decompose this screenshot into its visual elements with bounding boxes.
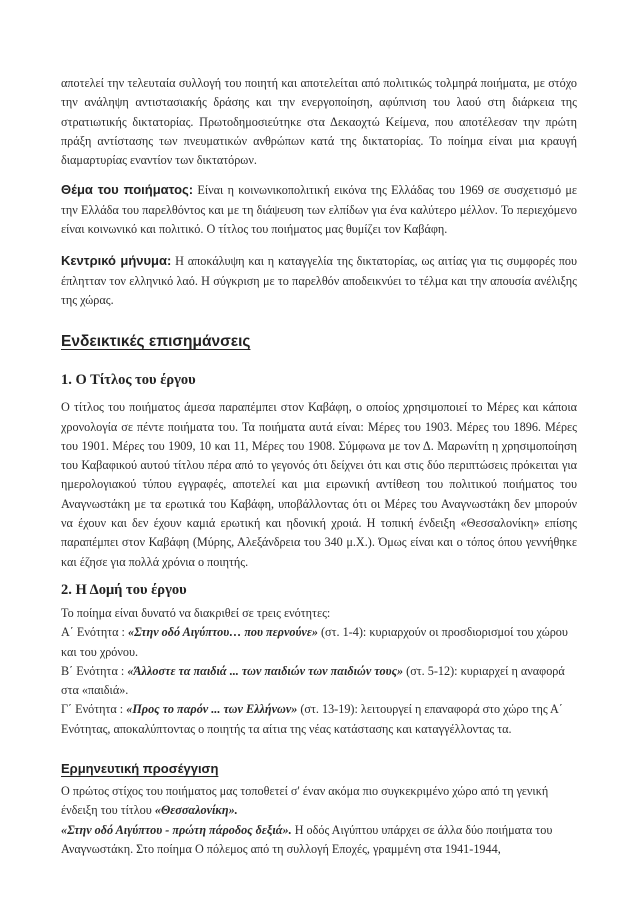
unit-c-prefix: Γ΄ Ενότητα : bbox=[61, 702, 127, 717]
structure-section-heading: 2. Η Δομή του έργου bbox=[61, 581, 187, 598]
document-content bbox=[61, 74, 577, 859]
theme-label: Θέμα του ποιήματος: bbox=[61, 182, 194, 198]
title-section-text: Ο τίτλος του ποιήματος άμεσα παραπέμπει στον Καβάφη, ο οποίος χρησιμοποιεί το Μέρες και κάποια χρονολογία σε πέντε ποιήματα του. Τα ποιήματα αυτά είναι: Μέρες του 1903. Μέρες του 1896. Μέρες του 1901. Μέρες του 1909, 10 και 11, Μέρες του 1908. Σύμφωνα με τον Δ. Μαρωνίτη η χρησιμοποίηση του Καβαφικού αυτού τίτλου πέρα από το γεγονός ότι δείχνει ότι και στις δύο περιπτώσεις πρόκειται για ημερολογιακού τύπου εγγραφές, αποτελεί και μια ειρωνική αντίθεση του πολιτικού ποιήματος του Αναγνωστάκη με τα ερωτικά του Καβάφη, υποβάλλοντας ότι οι Μέρες του Αναγνωστάκη δεν μπορούν να έχουν και δεν έχουν καμιά ερωτική και ηδονική χροιά. Η τοπική ένδειξη «Θεσσαλονίκη» επίσης παραπέμπει στον Καβάφη (Μύρης, Αλεξάνδρεια του 340 μ.Χ.). Όμως είναι και ο τόπος όπου γεννήθηκε και έζησε για πολλά χρόνια ο ποιητής. bbox=[61, 400, 577, 569]
unit-b-rest: (στ. 5-12): κυριαρχεί η αναφορά στα «παιδιά». bbox=[61, 663, 565, 698]
unit-c-quote: «Προς το παρόν ... των Ελλήνων» bbox=[126, 702, 298, 717]
unit-a-quote: «Στην οδό Αιγύπτου… που περνούνε» bbox=[128, 625, 318, 640]
structure-unit-a bbox=[61, 623, 577, 662]
unit-a-rest: (στ. 1-4): κυριαρχούν οι προσδιορισμοί του χώρου και του χρόνου. bbox=[61, 625, 568, 659]
title-section-heading: 1. Ο Τίτλος του έργου bbox=[61, 372, 196, 389]
interpretive-paragraph-2 bbox=[61, 821, 577, 860]
central-message-label: Κεντρικό μήνυμα: bbox=[61, 253, 172, 269]
structure-unit-c bbox=[61, 700, 577, 739]
unit-b-prefix: Β΄ Ενότητα : bbox=[61, 663, 128, 678]
interpretive-heading: Ερμηνευτική προσέγγιση bbox=[61, 761, 219, 777]
unit-b-quote: «Άλλοστε τα παιδιά ... των παιδιών των παιδιών τους» bbox=[127, 663, 404, 678]
interpretive-p2-text: Η οδός Αιγύπτου υπάρχει σε άλλα δύο ποιήματα του Αναγνωστάκη. Στο ποίημα Ο πόλεμος από τη συλλογή Εποχές, γραμμένη στα 1941-1944, bbox=[61, 822, 553, 856]
unit-c-rest: (στ. 13-19): λειτουργεί η επαναφορά στο χώρο της Α΄ Ενότητας, αποκαλύπτοντας ο ποιητής τα αίτια της νέας κατάστασης και καταγγέλλοντας τα. bbox=[61, 702, 563, 736]
interpretive-p1-text: Ο πρώτος στίχος του ποιήματος μας τοποθετεί σ' έναν ακόμα πιο συγκεκριμένο χώρο από τη γενική ένδειξη του τίτλου bbox=[61, 784, 549, 818]
indicative-notes-heading: Ενδεικτικές επισημάνσεις bbox=[61, 333, 251, 351]
central-message-paragraph bbox=[61, 251, 577, 310]
structure-unit-b bbox=[61, 662, 577, 701]
intro-paragraph: αποτελεί την τελευταία συλλογή του ποιητή και αποτελείται από πολιτικώς τολμηρά ποιήματα, με στόχο την ανάληψη αντιστασιακής δράσης και την ενεργοποίηση, αφύπνιση του λαού στη διάρκεια της στρατιωτικής δικτατορίας. Πρωτοδημοσιεύτηκε στα Δεκαοχτώ Κείμενα, που αποτέλεσαν την πρώτη πράξη αντίστασης των πνευματικών ανθρώπων κατά της δικτατορίας. Το ποίημα είναι μια κραυγή διαμαρτυρίας εναντίον των δικτατόρων. bbox=[61, 76, 577, 168]
theme-paragraph bbox=[61, 180, 577, 239]
theme-text: Είναι η κοινωνικοπολιτική εικόνα της Ελλάδας του 1969 σε συσχετισμό με την Ελλάδα του παρελθόντος και με τη διάψευση των ελπίδων για ένα καλύτερο μέλλον. Το περιεχόμενο είναι κοινωνικό και πολιτικό. Ο τίτλος του ποιήματος μας θυμίζει τον Καβάφη. bbox=[61, 183, 578, 237]
central-message-text: Η αποκάλυψη και η καταγγελία της δικτατορίας, ως αιτίας για τις συμφορές που έπλητταν τον ελληνικό λαό. Η σύγκριση με το παρελθόν αποδεικνύει το τέλμα και την απουσία ανέλιξης της χώρας. bbox=[61, 254, 577, 307]
structure-intro: Το ποίημα είναι δυνατό να διακριθεί σε τρεις ενότητες: bbox=[61, 605, 331, 620]
unit-a-prefix: Α΄ Ενότητα : bbox=[61, 625, 128, 640]
interpretive-p1-quote: «Θεσσαλονίκη». bbox=[154, 803, 238, 818]
interpretive-p2-quote: «Στην οδό Αιγύπτου - πρώτη πάροδος δεξιά». bbox=[61, 822, 292, 837]
interpretive-paragraph-1 bbox=[61, 782, 577, 821]
